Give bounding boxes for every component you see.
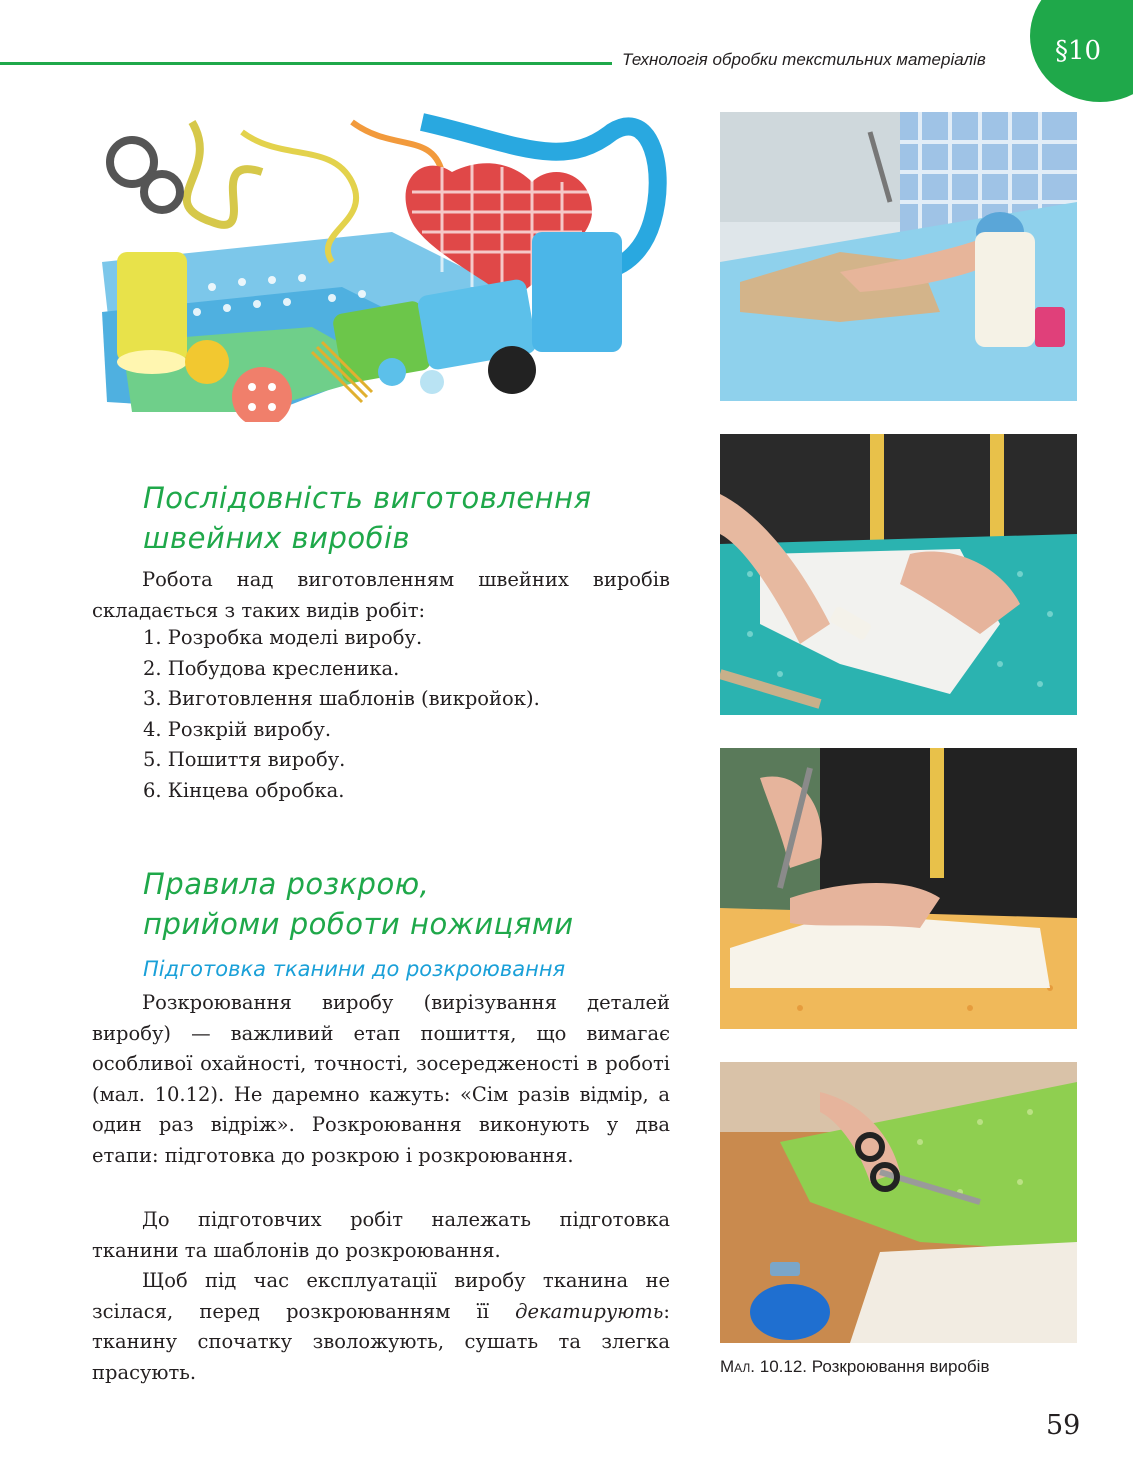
intro-text: Робота над виготовленням швейних виробів складається з таких видів робіт: (92, 568, 670, 622)
decatize-paragraph (92, 1266, 670, 1388)
section-badge-label: §10 (1055, 36, 1102, 66)
chalk-marking-photo (720, 434, 1077, 715)
list-item: 3. Виготовлення шаблонів (викройок). (143, 687, 540, 711)
list-item: 5. Пошиття виробу. (143, 748, 346, 772)
scissors-cutting-photo (720, 1062, 1077, 1343)
cutting-pattern-photo (720, 748, 1077, 1029)
heading-line: Правила розкрою, (143, 867, 430, 901)
list-item: 6. Кінцева обробка. (143, 778, 345, 802)
figure-caption (720, 1357, 989, 1377)
subsection-heading: Підготовка тканини до розкроювання (143, 957, 566, 981)
heading-line: швейних виробів (143, 521, 411, 555)
section-heading-sequence (143, 478, 592, 558)
heading-line: Послідовність виготовлення (143, 481, 592, 515)
cutting-paragraph (92, 988, 670, 1171)
list-item: 2. Побудова кресленика. (143, 656, 400, 680)
intro-paragraph (92, 565, 670, 626)
preparation-paragraph (92, 1205, 670, 1266)
decatize-text-start: Щоб під час експлуатації виробу тканина не зсілася, перед розкроюванням її (92, 1269, 670, 1323)
heading-line: прийоми роботи ножицями (143, 907, 574, 941)
preparation-text: До підготовчих робіт належать підготовка тканини та шаблонів до розкроювання. (92, 1208, 670, 1262)
cutting-text: Розкроювання виробу (вирізування деталей виробу) — важливий етап пошиття, що вимагає особливої охайності, точності, зосередженості в роботі (мал. 10.12). Не даремно кажуть: «Сім разів відмір, а один раз відріж». Розкроювання виконують у два етапи: підготовка до розкрою і розкроювання. (92, 991, 670, 1167)
decatize-text-end: : тканину спочатку зволожують, сушать та злегка прасують. (92, 1299, 670, 1384)
header-rule (0, 62, 612, 65)
work-steps-list (143, 623, 540, 807)
decatize-term: декатирують (515, 1299, 664, 1323)
caption-text: 10.12. Розкроювання виробів (759, 1357, 990, 1376)
running-title: Технологія обробки текстильних матеріалів (622, 50, 986, 69)
list-item: 1. Розробка моделі виробу. (143, 626, 423, 649)
section-heading-cutting-rules (143, 864, 574, 944)
caption-prefix: Мал. (720, 1357, 756, 1376)
page-number: 59 (1046, 1410, 1081, 1441)
sewing-supplies-photo (92, 112, 670, 422)
list-item: 4. Розкрій виробу. (143, 717, 332, 741)
pattern-layout-photo (720, 112, 1077, 401)
